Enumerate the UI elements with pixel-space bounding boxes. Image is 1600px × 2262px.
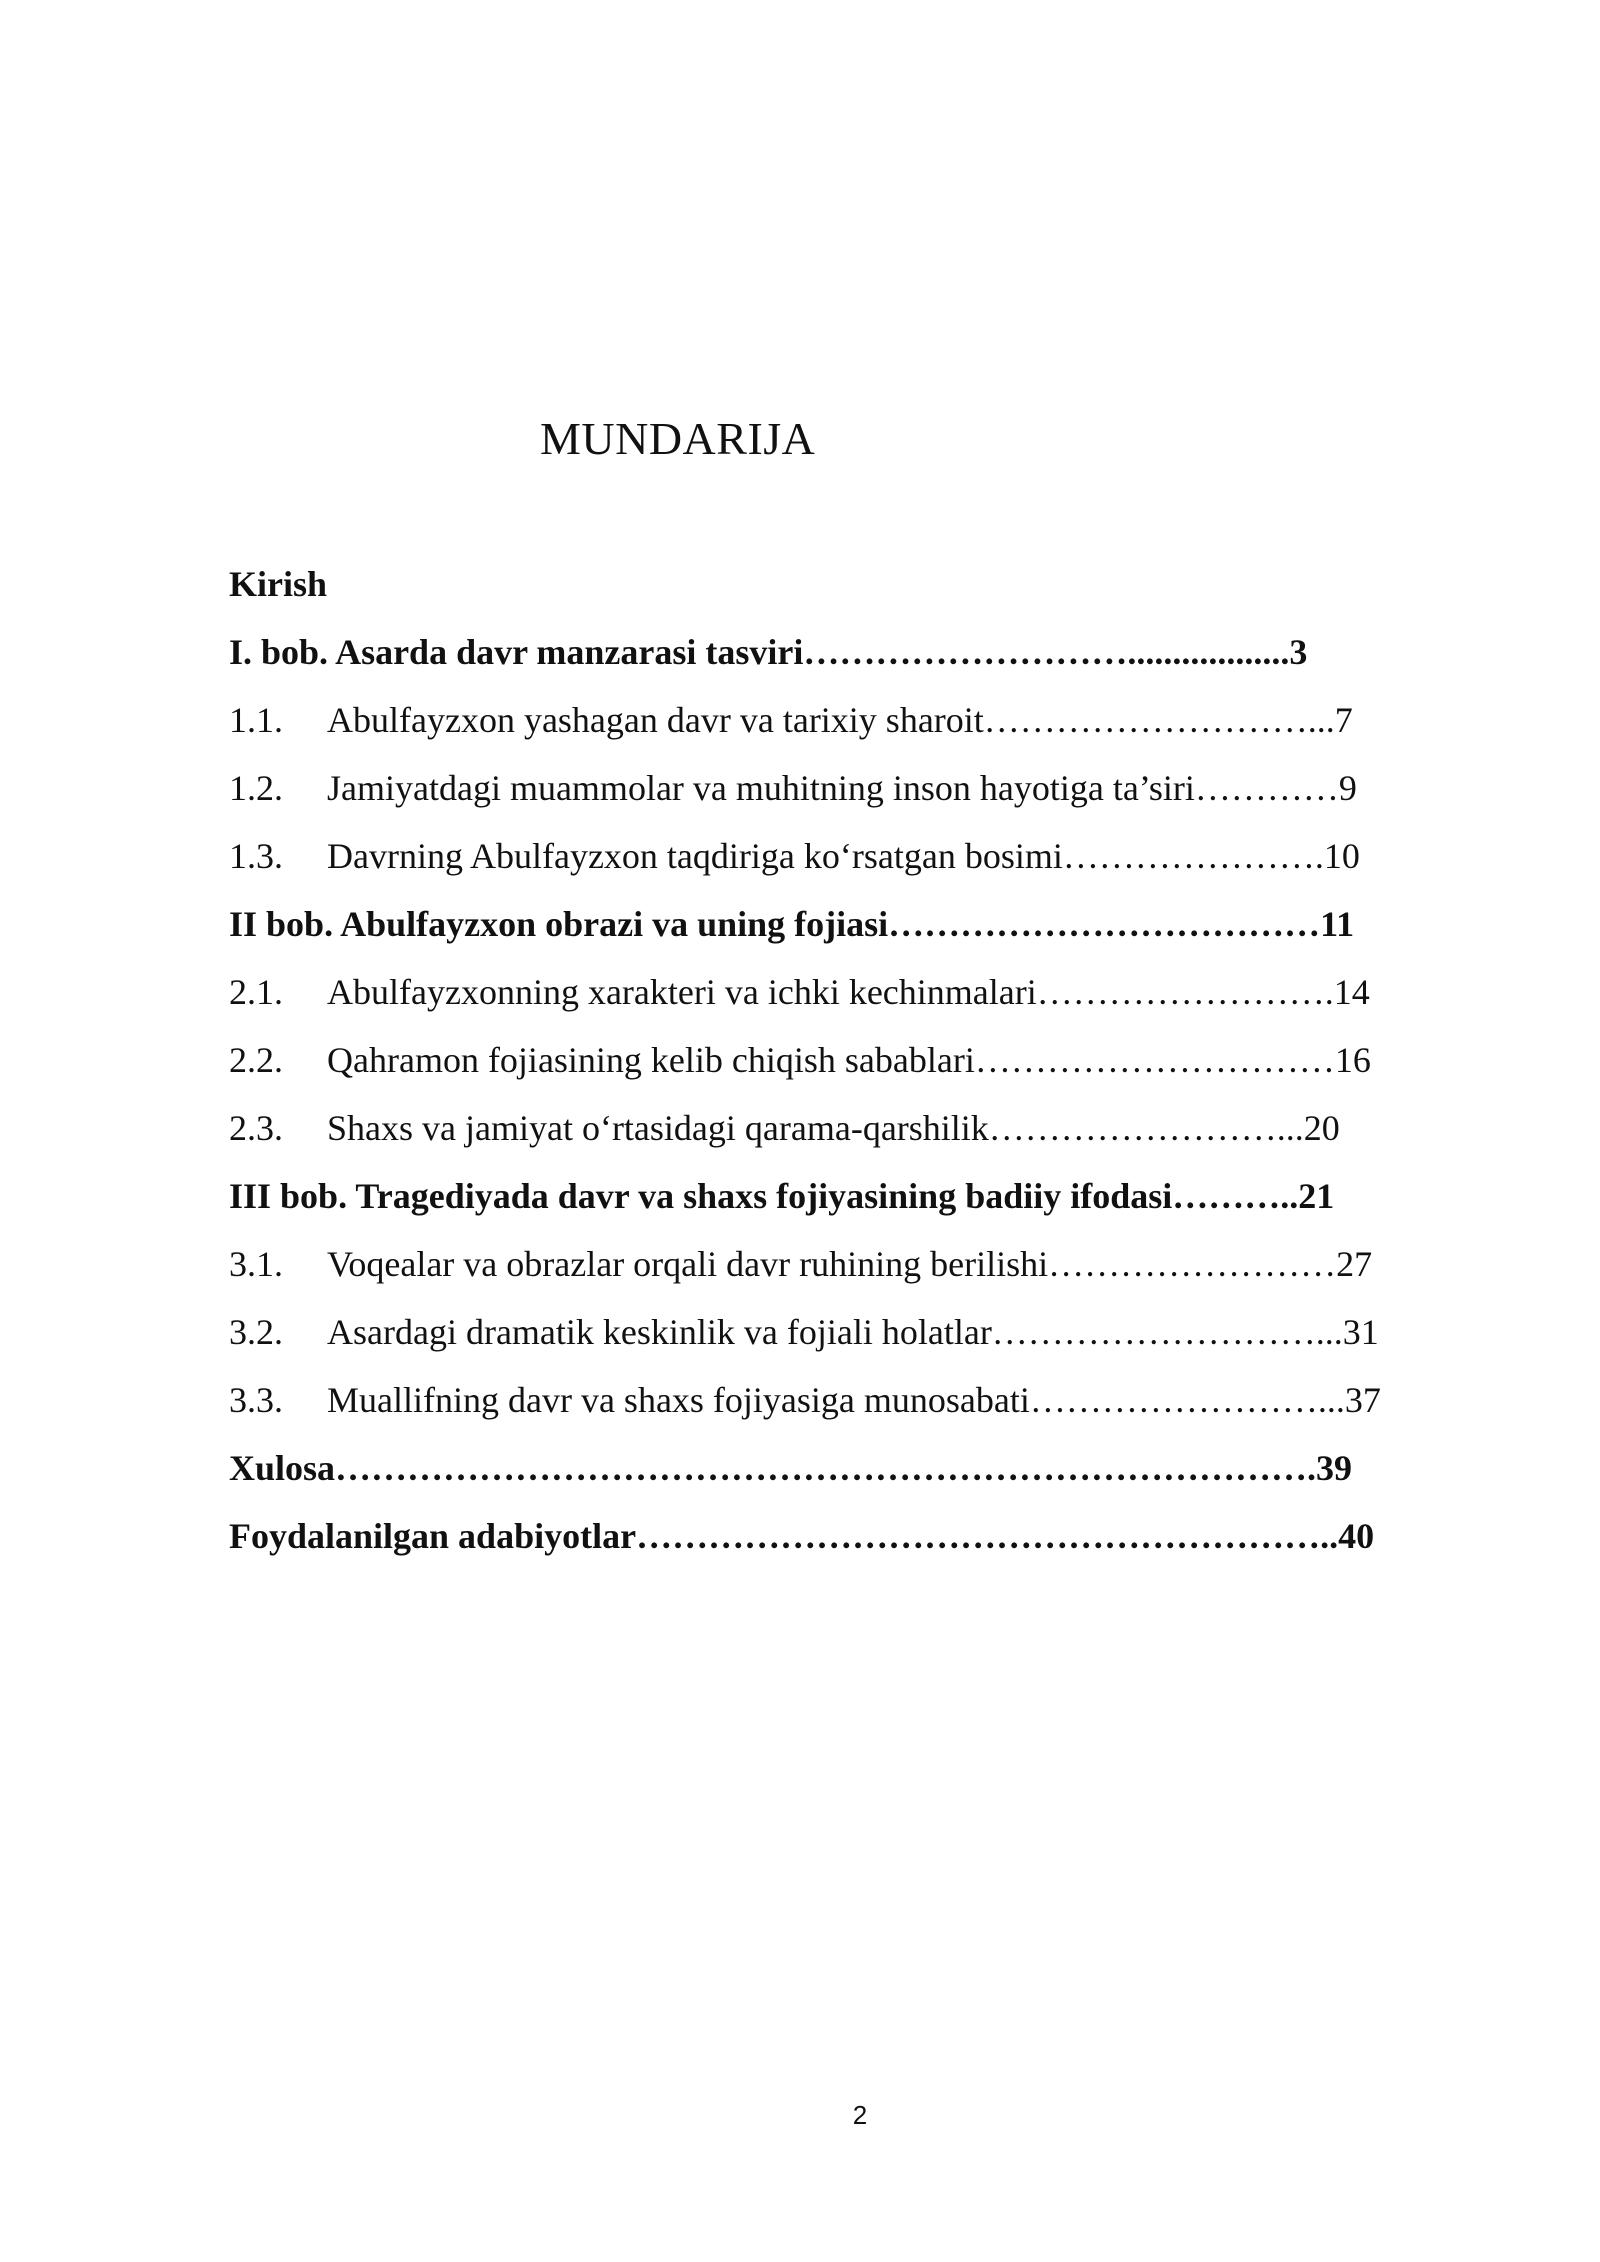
- toc-entry-2-3: [229, 1107, 1459, 1175]
- toc-entry-2-2: [229, 1039, 1459, 1107]
- toc-entry-text: Davrning Abulfayzxon taqdiriga koʻrsatgan bosimi………………….10: [327, 836, 1360, 876]
- toc-entry-1-3: [229, 835, 1459, 903]
- toc-entry-number: 3.3.: [229, 1380, 283, 1420]
- toc-entry-number: 1.3.: [229, 836, 283, 876]
- toc-entry-text: II bob. Abulfayzxon obrazi va uning fojiasi………………………………11: [229, 904, 1355, 944]
- toc-entry-kirish: [229, 563, 1459, 631]
- toc-entry-number: 1.2.: [229, 768, 283, 808]
- toc-entry-number: 2.1.: [229, 972, 283, 1012]
- toc-entry-text: Foydalanilgan adabiyotlar…………………………………………………..40: [229, 1516, 1375, 1556]
- toc-entry-chapter-2: [229, 903, 1459, 971]
- toc-entry-1-2: [229, 767, 1459, 835]
- page-number: 2: [852, 2100, 868, 2130]
- toc-entry-number: 2.2.: [229, 1040, 283, 1080]
- toc-entry-text: Shaxs va jamiyat oʻrtasidagi qarama-qarshilik……………………...20: [327, 1108, 1340, 1148]
- page-title: MUNDARIJA: [540, 413, 816, 464]
- toc-entry-chapter-3: [229, 1175, 1459, 1243]
- toc-entry-number: 3.2.: [229, 1312, 283, 1352]
- toc-entry-3-1: [229, 1243, 1459, 1311]
- toc-entry-text: Voqealar va obrazlar orqali davr ruhining berilishi……………………27: [327, 1244, 1373, 1284]
- toc-entry-text: Kirish: [229, 564, 328, 604]
- toc-entry-text: Qahramon fojiasining kelib chiqish sabablari…………………………16: [327, 1040, 1371, 1080]
- toc-entry-text: III bob. Tragediyada davr va shaxs fojiyasining badiiy ifodasi………..21: [229, 1176, 1335, 1216]
- toc-entry-chapter-1: [229, 631, 1459, 699]
- toc-entry-references: [229, 1515, 1459, 1583]
- toc-entry-number: 1.1.: [229, 700, 283, 740]
- toc-entry-text: Asardagi dramatik keskinlik va fojiali holatlar………………………...31: [327, 1312, 1379, 1352]
- toc-entry-2-1: [229, 971, 1459, 1039]
- toc-entry-xulosa: [229, 1447, 1459, 1515]
- toc-entry-text: Jamiyatdagi muammolar va muhitning inson hayotiga ta’siri…………9: [327, 768, 1357, 808]
- toc-entry-3-2: [229, 1311, 1459, 1379]
- toc-entry-1-1: [229, 699, 1459, 767]
- toc-entry-number: 3.1.: [229, 1244, 283, 1284]
- toc-entry-number: 2.3.: [229, 1108, 283, 1148]
- toc-entry-text: Abulfayzxon yashagan davr va tarixiy sharoit………………………...7: [327, 700, 1353, 740]
- toc-entry-text: I. bob. Asarda davr manzarasi tasviri………………………..................3: [229, 632, 1308, 672]
- toc-entry-text: Muallifning davr va shaxs fojiyasiga munosabati……………………...37: [327, 1380, 1381, 1420]
- toc-entry-text: Abulfayzxonning xarakteri va ichki kechinmalari…………………….14: [327, 972, 1370, 1012]
- table-of-contents: [229, 563, 1459, 1583]
- toc-entry-3-3: [229, 1379, 1459, 1447]
- toc-entry-text: Xulosa……………………………………………………………………….39: [229, 1448, 1353, 1488]
